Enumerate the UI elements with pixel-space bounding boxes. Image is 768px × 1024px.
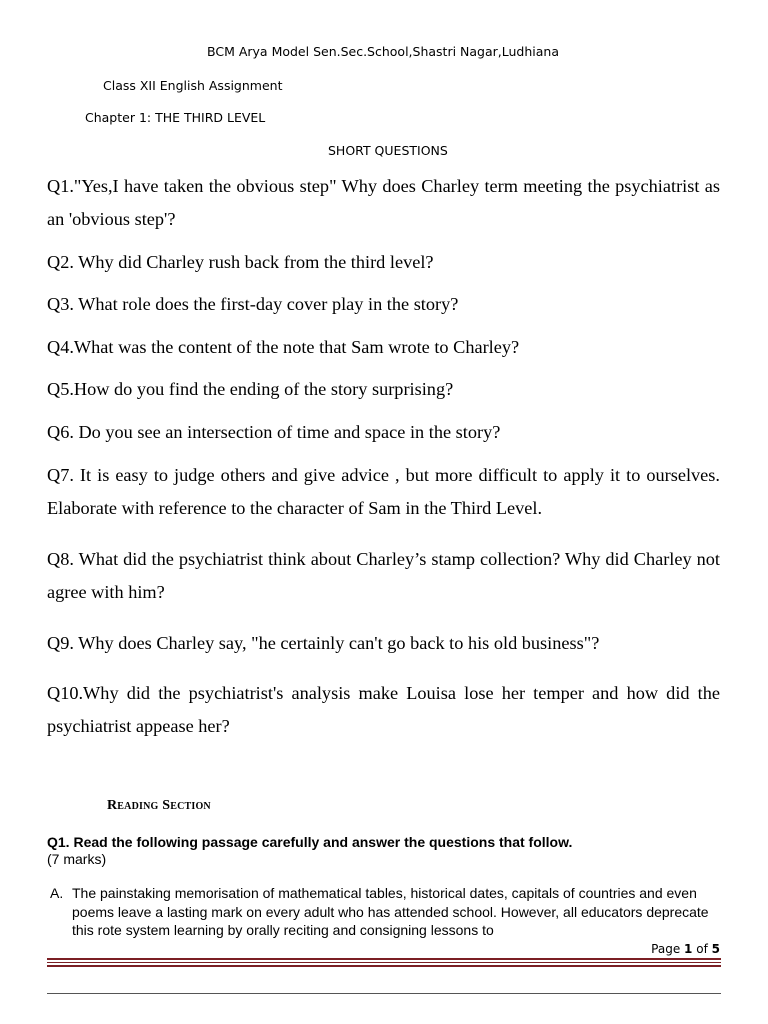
passage-marks: (7 marks): [47, 851, 107, 867]
chapter-title: Chapter 1: THE THIRD LEVEL: [85, 110, 266, 125]
question-2: Q2. Why did Charley rush back from the third level?: [47, 252, 434, 272]
item-label: A.: [50, 885, 64, 901]
page-word: Page: [651, 942, 681, 956]
section-heading: SHORT QUESTIONS: [328, 143, 448, 158]
question-4: Q4.What was the content of the note that Sam wrote to Charley?: [47, 337, 520, 357]
page-current: 1: [684, 942, 693, 956]
footer-rule-thin: [47, 962, 721, 963]
item-text: The painstaking memorisation of mathematical tables, historical dates, capitals of countries and even poems leave a lasting mark on every adult who has attended school. However, all educators deprecate this rote system learning by orally reciting and consigning lessons to: [72, 885, 709, 938]
question-8: Q8. What did the psychiatrist think about Charley’s stamp collection? Why did Charley not agree with him?: [47, 549, 720, 602]
reading-section-heading: Reading Section: [107, 798, 211, 813]
class-assignment: Class XII English Assignment: [103, 78, 283, 93]
footer-rule-thick: [47, 958, 721, 960]
question-1: Q1."Yes,I have taken the obvious step" Why does Charley term meeting the psychiatrist as an 'obvious step'?: [47, 176, 720, 229]
page-number: [651, 942, 720, 956]
question-3: Q3. What role does the first-day cover play in the story?: [47, 294, 459, 314]
question-10: Q10.Why did the psychiatrist's analysis make Louisa lose her temper and how did the psychiatrist appease her?: [47, 683, 720, 736]
passage-instruction: Q1. Read the following passage carefully and answer the questions that follow.: [47, 834, 573, 850]
passage-question: [47, 834, 727, 868]
passage-item-a: [50, 884, 720, 940]
question-9: Q9. Why does Charley say, "he certainly can't go back to his old business"?: [47, 633, 600, 653]
of-word: of: [696, 942, 708, 956]
page-total: 5: [711, 942, 720, 956]
page-divider: [47, 993, 721, 994]
school-name: BCM Arya Model Sen.Sec.School,Shastri Nagar,Ludhiana: [207, 44, 560, 59]
question-5: Q5.How do you find the ending of the story surprising?: [47, 379, 454, 399]
footer-rule-thick-2: [47, 965, 721, 967]
question-6: Q6. Do you see an intersection of time and space in the story?: [47, 422, 501, 442]
question-7: Q7. It is easy to judge others and give advice , but more difficult to apply it to ourselves. Elaborate with reference to the character of Sam in the Third Level.: [47, 465, 720, 518]
